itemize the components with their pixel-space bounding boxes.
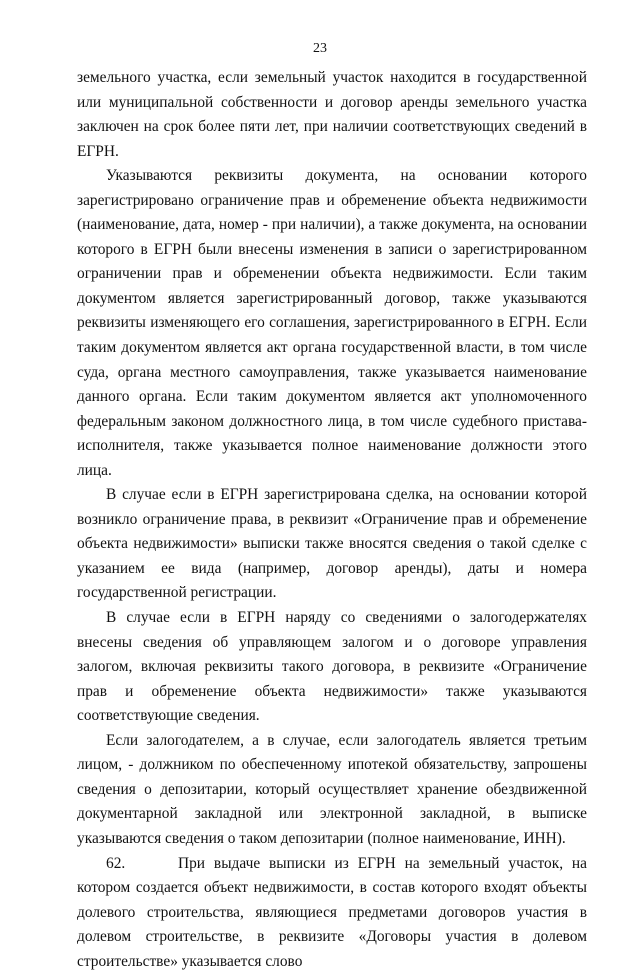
paragraph-depositary: Если залогодателем, а в случае, если залогодатель является третьим лицом, - должником по обеспеченному ипотекой обязательству, запрошены сведения о депозитарии, который осуществляет хранение обездвиженной документарной закладной или электронной закладной, в выписке указываются сведения о таком депозитарии (полное наименование, ИНН). bbox=[77, 729, 587, 852]
paragraph-document-requisites: Указываются реквизиты документа, на основании которого зарегистрировано ограничение прав и обременение объекта недвижимости (наименование, дата, номер - при наличии), а также документа, на основании которого в ЕГРН были внесены изменения в записи о зарегистрированном ограничении прав и обременении объекта недвижимости. Если таким документом является зарегистрированный договор, также указываются реквизиты изменяющего его соглашения, зарегистрированного в ЕГРН. Если таким документом является акт органа государственной власти, в том числе суда, органа местного самоуправления, также указывается наименование данного органа. Если таким документом является акт уполномоченного федеральным законом должностного лица, в том числе судебного пристава-исполнителя, также указывается полное наименование должности этого лица. bbox=[77, 164, 587, 483]
document-body bbox=[77, 66, 587, 974]
page-number: 23 bbox=[0, 41, 640, 57]
paragraph-pledge-manager: В случае если в ЕГРН наряду со сведениями о залогодержателях внесены сведения об управляющем залогом и о договоре управления залогом, включая реквизиты такого договора, в реквизите «Ограничение прав и обременение объекта недвижимости» также указываются соответствующие сведения. bbox=[77, 606, 587, 729]
item-number: 62. bbox=[106, 852, 178, 877]
paragraph-item-62 bbox=[77, 852, 587, 974]
paragraph-registered-transaction: В случае если в ЕГРН зарегистрирована сделка, на основании которой возникло ограничение права, в реквизит «Ограничение прав и обременение объекта недвижимости» выписки также вносятся сведения о такой сделке с указанием ее вида (например, договор аренды), даты и номера государственной регистрации. bbox=[77, 483, 587, 606]
paragraph-continuation: земельного участка, если земельный участок находится в государственной или муниципальной собственности и договор аренды земельного участка заключен на срок более пяти лет, при наличии соответствующих сведений в ЕГРН. bbox=[77, 66, 587, 164]
item-62-text: При выдаче выписки из ЕГРН на земельный участок, на котором создается объект недвижимости, в состав которого входят объекты долевого строительства, являющиеся предметами договоров участия в долевом строительстве, в реквизите «Договоры участия в долевом строительстве» указывается слово bbox=[77, 855, 587, 970]
